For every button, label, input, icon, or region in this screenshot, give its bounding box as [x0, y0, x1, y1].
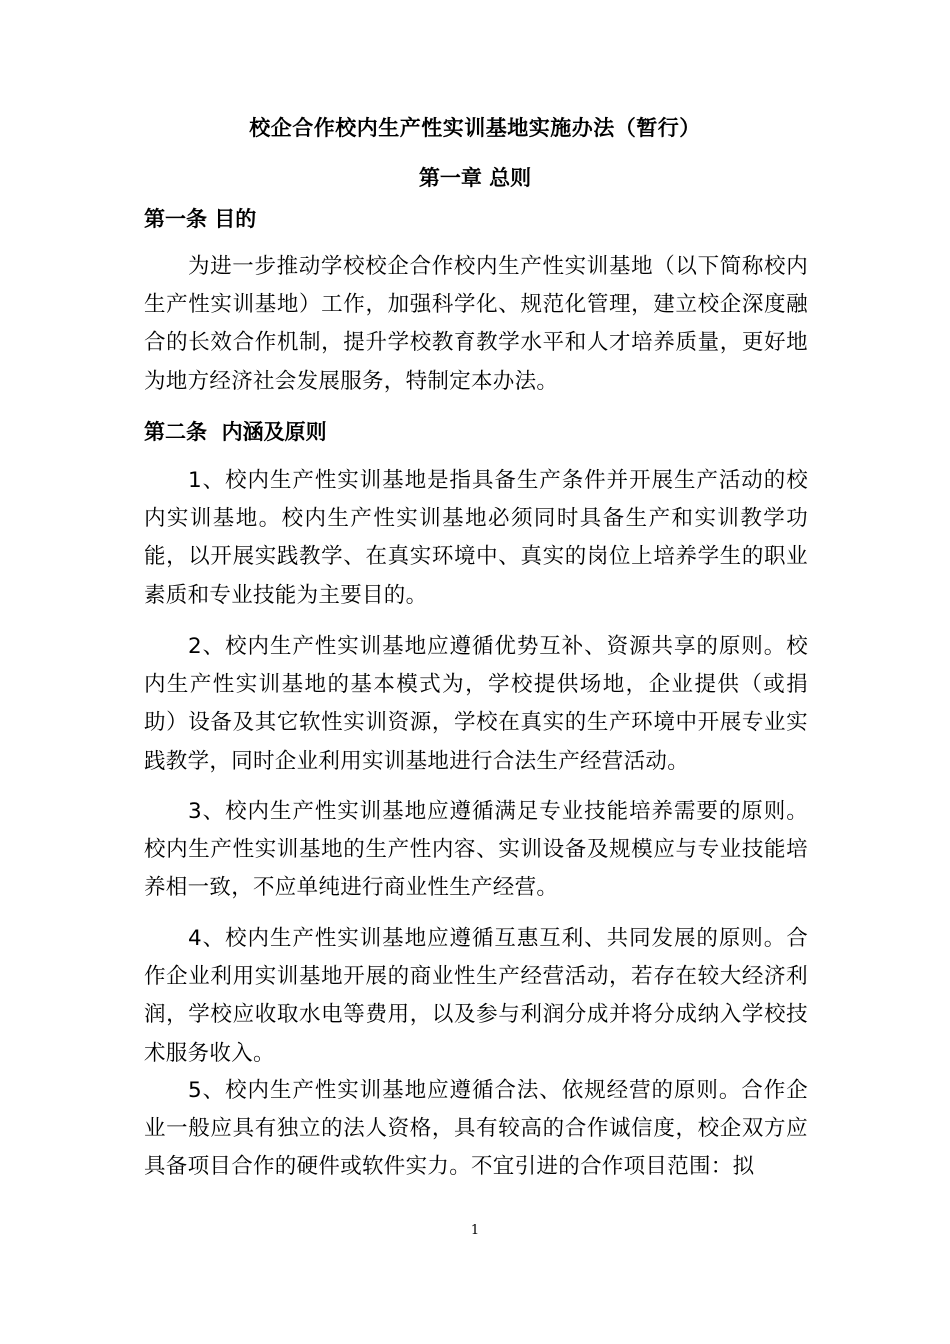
- document-title: 校企合作校内生产性实训基地实施办法（暂行）: [249, 116, 701, 140]
- chapter-title: 第一章 总则: [418, 166, 532, 190]
- article-2-item-2: 2、校内生产性实训基地应遵循优势互补、资源共享的原则。校内生产性实训基地的基本模式为，学校提供场地，企业提供（或捐助）设备及其它软性实训资源，学校在真实的生产环境中开展专业实践教学，同时企业利用实训基地进行合法生产经营活动。: [144, 634, 808, 774]
- article-2-item-5: 5、校内生产性实训基地应遵循合法、依规经营的原则。合作企业一般应具有独立的法人资格，具有较高的合作诚信度，校企双方应具备项目合作的硬件或软件实力。不宜引进的合作项目范围：拟: [144, 1078, 808, 1180]
- article-2-item-3: 3、校内生产性实训基地应遵循满足专业技能培养需要的原则。校内生产性实训基地的生产性内容、实训设备及规模应与专业技能培养相一致，不应单纯进行商业性生产经营。: [144, 799, 808, 901]
- article-1-paragraph: 为进一步推动学校校企合作校内生产性实训基地（以下简称校内生产性实训基地）工作，加强科学化、规范化管理，建立校企深度融合的长效合作机制，提升学校教育教学水平和人才培养质量，更好地为地方经济社会发展服务，特制定本办法。: [144, 254, 808, 394]
- article-2-heading: 第二条 内涵及原则: [144, 420, 327, 444]
- page-number: 1: [470, 1223, 480, 1238]
- article-1-heading: 第一条 目的: [144, 207, 257, 231]
- article-2-item-1: 1、校内生产性实训基地是指具备生产条件并开展生产活动的校内实训基地。校内生产性实训基地必须同时具备生产和实训教学功能，以开展实践教学、在真实环境中、真实的岗位上培养学生的职业素质和专业技能为主要目的。: [144, 468, 808, 608]
- article-2-item-4: 4、校内生产性实训基地应遵循互惠互利、共同发展的原则。合作企业利用实训基地开展的商业性生产经营活动，若存在较大经济利润，学校应收取水电等费用，以及参与利润分成并将分成纳入学校技术服务收入。: [144, 926, 808, 1066]
